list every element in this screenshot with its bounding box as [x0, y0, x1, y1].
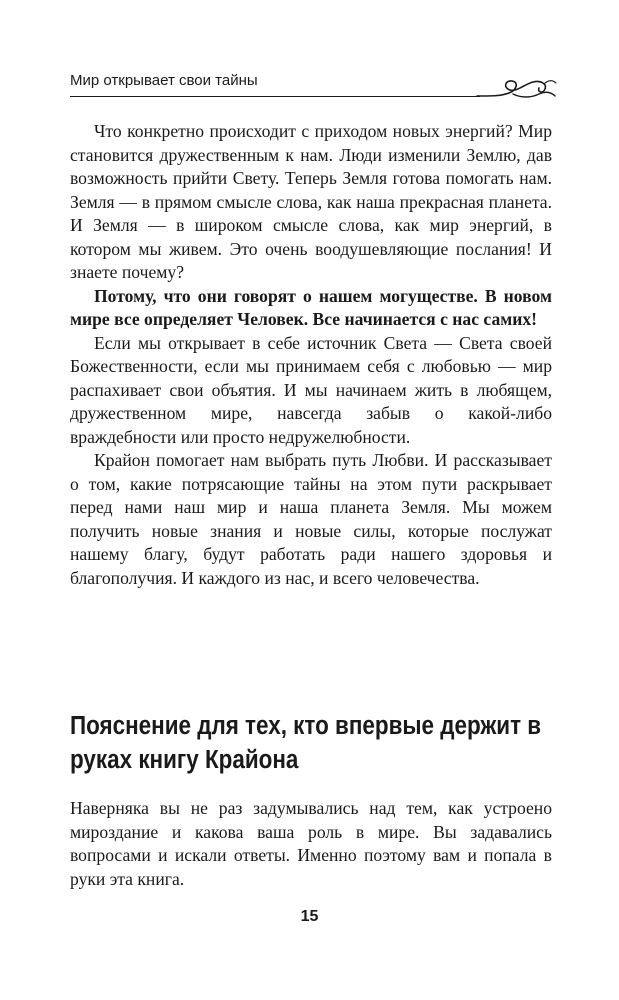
- running-head: Мир открывает свои тайны: [70, 72, 258, 89]
- section-title: Пояснение для тех, кто впервые держит в руках книгу Крайона: [70, 712, 542, 774]
- body-text: [70, 120, 552, 590]
- paragraph: Наверняка вы не раз задумывались над тем, как устроено мироздание и какова ваша роль в мире. Вы задавались вопросами и искали ответы. Именно поэтому вам и попала в руки эта книга.: [70, 798, 552, 889]
- page-number: 15: [300, 908, 319, 925]
- paragraph: Если мы открывает в себе источник Света — Света своей Божественности, если мы принимаем себя с любовью — мир распахивает свои объятия. И мы начинаем жить в любящем, дружественном мире, навсегда забыв о какой-либо враждебности или просто недружелюбности.: [70, 332, 552, 447]
- header-rule: [70, 96, 480, 97]
- section-text: [70, 797, 552, 891]
- paragraph: Что конкретно происходит с приходом новых энергий? Мир становится дружественным к нам. Люди изменили Землю, дав возможность прийти Свету. Теперь Земля готова помогать нам. Земля — в прямом смысле слова, как наша прекрасная планета. И Земля — в широком смысле слова, как мир энергий, в котором мы живем. Это очень воодушевляющие послания! И знаете почему?: [70, 121, 552, 282]
- paragraph-bold: Потому, что они говорят о нашем могуществе. В новом мире все определяет Человек. Все начинается с нас самих!: [70, 285, 552, 329]
- paragraph: Крайон помогает нам выбрать путь Любви. И рассказывает о том, какие потрясающие тайны на этом пути раскрывает перед нами наш мир и наша планета Земля. Мы можем получить новые знания и новые силы, которые послужат нашему благу, будут работать ради нашего здоровья и благополучия. И каждого из нас, и всего человечества.: [70, 450, 552, 588]
- flourish-ornament-icon: [475, 72, 559, 106]
